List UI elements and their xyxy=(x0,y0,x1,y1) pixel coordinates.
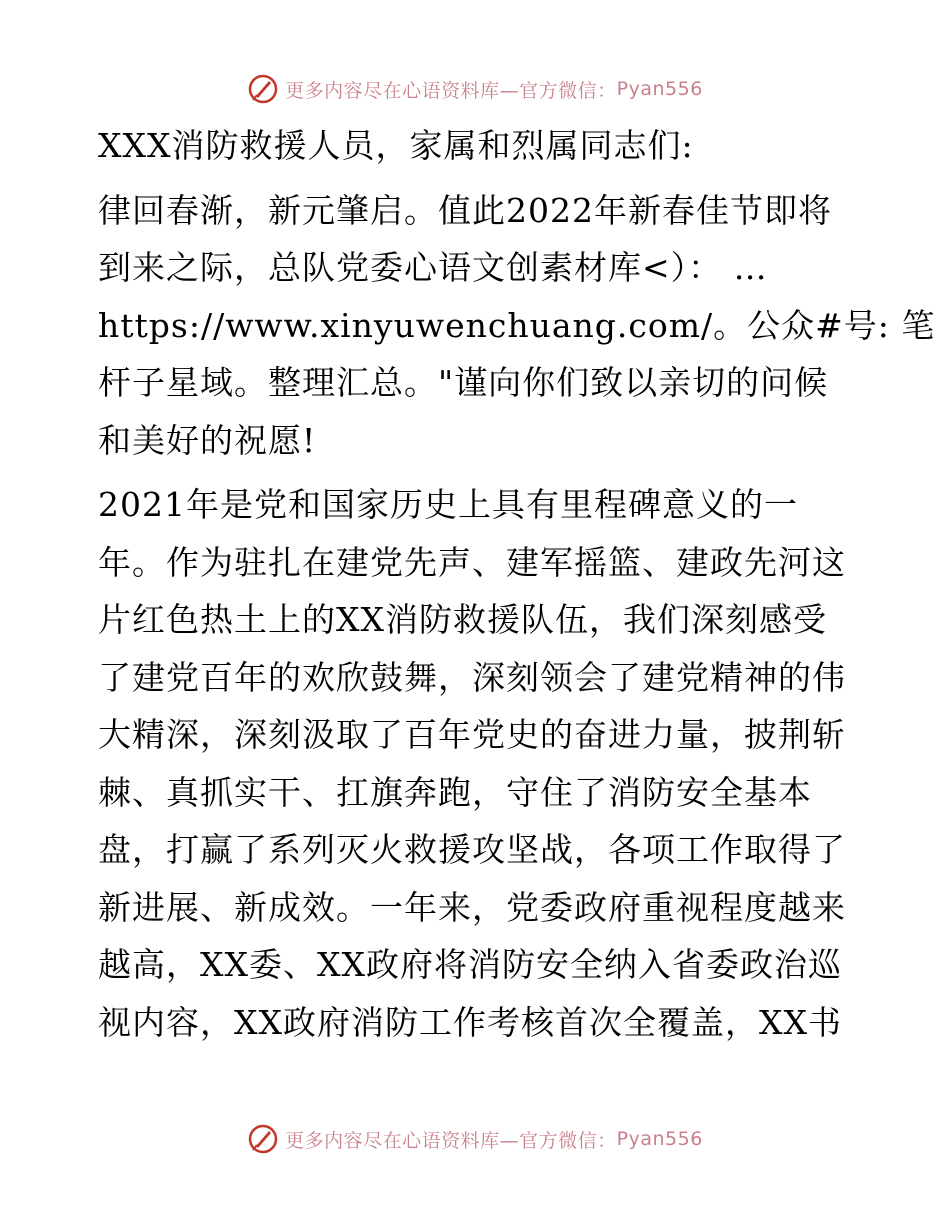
watermark-text: 更多内容尽在心语资料库—官方微信： xyxy=(285,1129,617,1152)
text-line: 越高，XX委、XX政府将消防安全纳入省委政治巡 xyxy=(98,945,842,984)
paragraph-gap xyxy=(98,469,858,476)
text-line: 盘，打赢了系列灭火救援攻坚战，各项工作取得了 xyxy=(98,830,846,869)
paragraph xyxy=(98,117,858,175)
text-line: 2021年是党和国家历史上具有里程碑意义的一 xyxy=(98,485,798,524)
text-line: 视内容，XX政府消防工作考核首次全覆盖，XX书 xyxy=(98,1002,842,1042)
watermark-text: 更多内容尽在心语资料库—官方微信： xyxy=(285,79,617,102)
text-line: https://www.xinyuwenchuang.com/。公众#号: 笔 xyxy=(98,305,936,345)
paragraph-gap xyxy=(98,175,858,182)
text-line: 片红色热土上的XX消防救援队伍，我们深刻感受 xyxy=(98,600,827,639)
watermark-wechat-id: Pyan556 xyxy=(616,1128,703,1150)
watermark-wechat-id: Pyan556 xyxy=(616,78,703,100)
text-line: 和美好的祝愿! xyxy=(98,420,317,460)
document-body xyxy=(98,117,936,1051)
text-line: 年。作为驻扎在建党先声、建军摇篮、建政先河这 xyxy=(98,542,846,582)
paragraph xyxy=(98,476,858,1051)
footer-watermark xyxy=(0,1123,950,1155)
text-line: 大精深，深刻汲取了百年党史的奋进力量，披荆斩 xyxy=(98,715,846,754)
text-line: 棘、真抓实干、扛旗奔跑，守住了消防安全基本 xyxy=(98,772,812,812)
text-line: 杆子星域。整理汇总。"谨向你们致以亲切的问候 xyxy=(98,363,829,402)
text-line: XXX消防救援人员，家属和烈属同志们: xyxy=(98,126,694,165)
paragraph xyxy=(98,182,936,470)
header-watermark xyxy=(0,73,950,105)
quill-pen-logo-icon xyxy=(247,73,279,105)
quill-pen-logo-icon xyxy=(247,1123,279,1155)
text-line: 律回春渐，新元肇启。值此2022年新春佳节即将 xyxy=(98,190,832,230)
text-line: 到来之际，总队党委心语文创素材库<）： … xyxy=(98,248,768,287)
text-line: 新进展、新成效。一年来，党委政府重视程度越来 xyxy=(98,887,846,927)
text-line: 了建党百年的欢欣鼓舞，深刻领会了建党精神的伟 xyxy=(98,657,846,697)
